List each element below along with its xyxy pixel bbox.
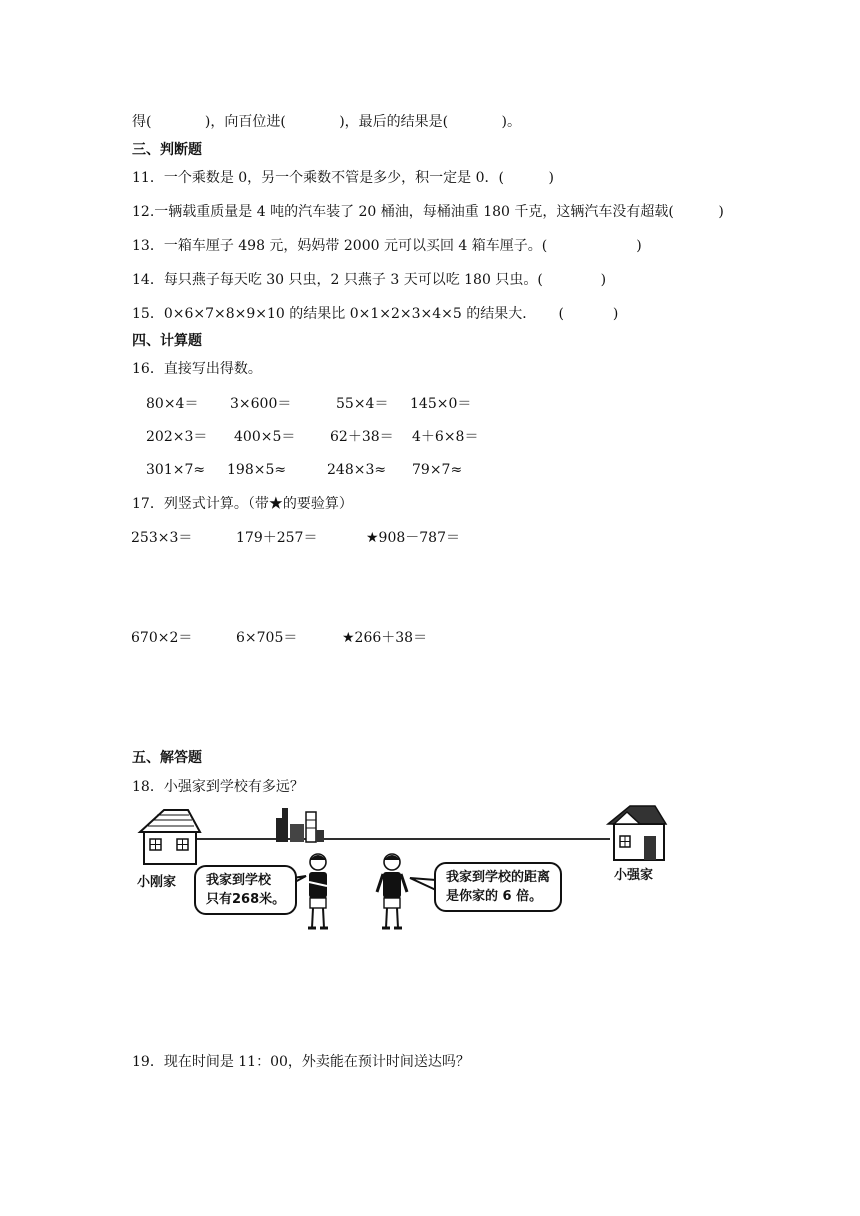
xiaogang-speech-bubble xyxy=(194,865,297,915)
question-13: 13．一箱车厘子 498 元，妈妈带 2000 元可以买回 4 箱车厘子。( ) xyxy=(132,238,642,254)
top-line: 得( )，向百位进( )，最后的结果是( )。 xyxy=(132,114,521,130)
xiaoqiang-bubble-line: 是你家的 6 倍。 xyxy=(446,889,543,904)
question-15: 15．0×6×7×8×9×10 的结果比 0×1×2×3×4×5 的结果大． ( ) xyxy=(132,306,619,322)
xiaoqiang-speech-bubble xyxy=(434,862,562,912)
xiaoqiang-house-label: 小强家 xyxy=(614,868,654,883)
oral-calc-cell: 55×4＝ xyxy=(336,396,389,412)
question-11: 11．一个乘数是 0，另一个乘数不管是多少，积一定是 0．( ) xyxy=(132,170,554,186)
vertical-calc-cell: 670×2＝ xyxy=(131,630,193,646)
xiaogang-boy-icon xyxy=(308,854,328,928)
question-12: 12.一辆载重质量是 4 吨的汽车装了 20 桶油，每桶油重 180 千克，这辆汽车没有超载( ) xyxy=(132,204,724,220)
section-5-title: 五、解答题 xyxy=(132,750,202,766)
section-4-title: 四、计算题 xyxy=(132,333,202,349)
xiaoqiang-boy-icon xyxy=(377,854,407,928)
oral-calc-cell: 4＋6×8＝ xyxy=(412,429,479,445)
oral-calc-cell: 79×7≈ xyxy=(412,462,463,478)
oral-calc-cell: 400×5＝ xyxy=(234,429,296,445)
oral-calc-cell: 62＋38＝ xyxy=(330,429,394,445)
oral-calc-cell: 198×5≈ xyxy=(227,462,287,478)
oral-calc-cell: 301×7≈ xyxy=(146,462,206,478)
vertical-calc-cell: ★908－787＝ xyxy=(366,530,460,546)
oral-calc-cell: 3×600＝ xyxy=(230,396,292,412)
vertical-calc-cell: 253×3＝ xyxy=(131,530,193,546)
xiaogang-bubble-line: 我家到学校 xyxy=(206,873,272,888)
school-icon xyxy=(276,808,324,842)
xiaogang-house-icon xyxy=(140,810,200,864)
question-18: 18．小强家到学校有多远？ xyxy=(132,779,304,795)
xiaoqiang-house-icon xyxy=(608,806,666,860)
question-14: 14．每只燕子每天吃 30 只虫，2 只燕子 3 天可以吃 180 只虫。( ) xyxy=(132,272,607,288)
xiaoqiang-bubble-line: 我家到学校的距离 xyxy=(446,870,551,885)
question-16: 16．直接写出得数。 xyxy=(132,361,262,377)
section-3-title: 三、判断题 xyxy=(132,142,202,158)
oral-calc-cell: 145×0＝ xyxy=(410,396,472,412)
oral-calc-cell: 202×3＝ xyxy=(146,429,208,445)
xiaogang-house-label: 小刚家 xyxy=(137,875,177,890)
xiaogang-bubble-line: 只有268米。 xyxy=(206,892,286,907)
right-bubble-tail xyxy=(410,878,436,890)
oral-calc-cell: 248×3≈ xyxy=(327,462,387,478)
question-17: 17．列竖式计算。（带★的要验算） xyxy=(132,496,353,512)
vertical-calc-cell: 6×705＝ xyxy=(236,630,298,646)
vertical-calc-cell: ★266＋38＝ xyxy=(342,630,428,646)
oral-calc-cell: 80×4＝ xyxy=(146,396,199,412)
vertical-calc-cell: 179＋257＝ xyxy=(236,530,318,546)
question-19: 19．现在时间是 11：00，外卖能在预计时间送达吗？ xyxy=(132,1054,470,1070)
